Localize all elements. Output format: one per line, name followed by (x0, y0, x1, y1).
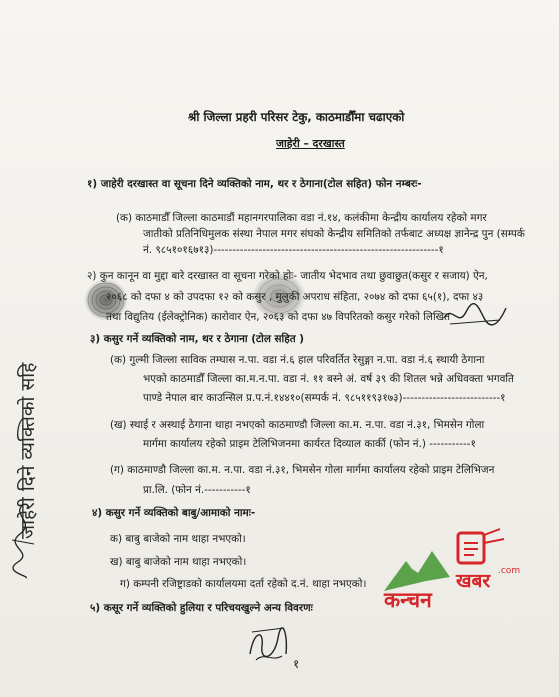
section-3-line: (ख) स्थाई र अस्थाई ठेगाना थाहा नभएको काठमाण्डौ जिल्ला का.म. न.पा. वडा नं.३१, भिमसेन गोला (110, 419, 485, 431)
margin-handwritten-note: जाहेरी दिने व्यक्तिको सहि (17, 362, 39, 539)
section-2-line: तथा विद्युतिय (ईलेक्ट्रोनिक) कारोवार ऐन, २०६३ को दफा ४७ विपरितको कसुर गरेको लिखित (106, 311, 451, 323)
section-2-line: २) कुन कानून वा मुद्दा बारे दरखास्त वा सूचना गरेको होः- जातीय भेदभाव तथा छुवाछुत(कसुर र सजाय) ऐन, (87, 270, 488, 282)
section-3-line: पाण्डे नेपाल बार काउन्सिल प्र.प.नं.१४४१०(सम्पर्क नं. ९८५११९३१७३)--------------------------१ (143, 392, 506, 404)
section-2-line: २०६८ को दफा ४ को उपदफा १२ को कसुर , मुलुकी अपराध संहिता, २०७४ को दफा ६५(१), दफा ४३ (106, 291, 484, 303)
page-number: १ (293, 657, 300, 671)
section-1-line: जातीको प्रतिनिधिमुलक संस्था नेपाल मगर संघको केन्द्रीय समितिको तर्फबाट अध्यक्ष ज्ञानेन्द्र पुन (सम्पर्क (143, 228, 525, 240)
section-3-line: (ग) काठमाण्डौ जिल्ला का.म. न.पा. वडा नं.३१, भिमसेन गोला मार्गमा कार्यालय रहेको प्राइम टेलिभिजन (110, 464, 495, 476)
section-3-line: प्रा.लि. (फोन नं.-----------१ (143, 484, 251, 496)
svg-text:कन्चन: कन्चन (384, 588, 432, 612)
section-3-line: भएको काठमाडौँ जिल्ला का.म.न.पा. वडा नं. ११ बस्ने अं. वर्ष ३९ की शितल भन्ने अधिवक्ता भगवति (143, 373, 514, 385)
section-5-heading: ५) कसूर गर्ने व्यक्तिको हुलिया र परिचयखुल्ने अन्य विवरणः (90, 602, 313, 614)
section-4-heading: ४) कसुर गर्ने व्यक्तिको बाबु/आमाको नामः- (92, 507, 256, 519)
svg-text:.com: .com (498, 566, 521, 576)
document-subtitle: जाहेरी – दरखास्त (276, 137, 345, 150)
kanchan-khabar-logo (380, 525, 555, 615)
section-4-line: ग) कम्पनी रजिष्ट्राडको कार्यालयमा दर्ता रहेको द.नं. थाहा नभएको। (120, 578, 367, 590)
section-3-line: (क) गुल्मी जिल्ला साविक तम्घास न.पा. वडा नं.६ हाल परिवर्तित रेसुङ्गा न.पा. वडा नं.६ स्थायी ठेगाना (110, 354, 485, 366)
section-3-heading: ३) कसुर गर्ने व्यक्तिको नाम, थर र ठेगाना (टोल सहित ) (90, 333, 305, 345)
section-1-heading: १) जाहेरी दरखास्त वा सूचना दिने व्यक्तिको नाम, थर र ठेगाना(टोल सहित) फोन नम्बरः- (87, 178, 422, 190)
document-title: श्री जिल्ला प्रहरी परिसर टेकु, काठमाडौँमा चढाएको (188, 110, 405, 124)
signature-scribble-left (6, 500, 40, 580)
section-4-line: ख) बाबु बाजेको नाम थाहा नभएको। (110, 556, 247, 568)
signature-scribble-right (440, 300, 510, 330)
signature-scribble-bottom (244, 624, 292, 664)
section-4-line: क) बाबु बाजेको नाम थाहा नभएको। (110, 533, 246, 545)
section-3-line: मार्गमा कार्यालय रहेको प्राइम टेलिभिजनमा कार्यरत दिव्याल कार्की (फोन नं.) -----------१ (143, 438, 476, 450)
section-1-line: (क) काठमाडौँ जिल्ला काठमाडौं महानगरपालिका वडा नं.१४, कलंकीमा केन्द्रीय कार्यालय रहेको मगर (116, 212, 487, 224)
svg-text:खबर: खबर (456, 570, 491, 592)
section-1-line: नं. ९८५१०१६७१३)------------------------------------------------------------१ (143, 244, 444, 256)
